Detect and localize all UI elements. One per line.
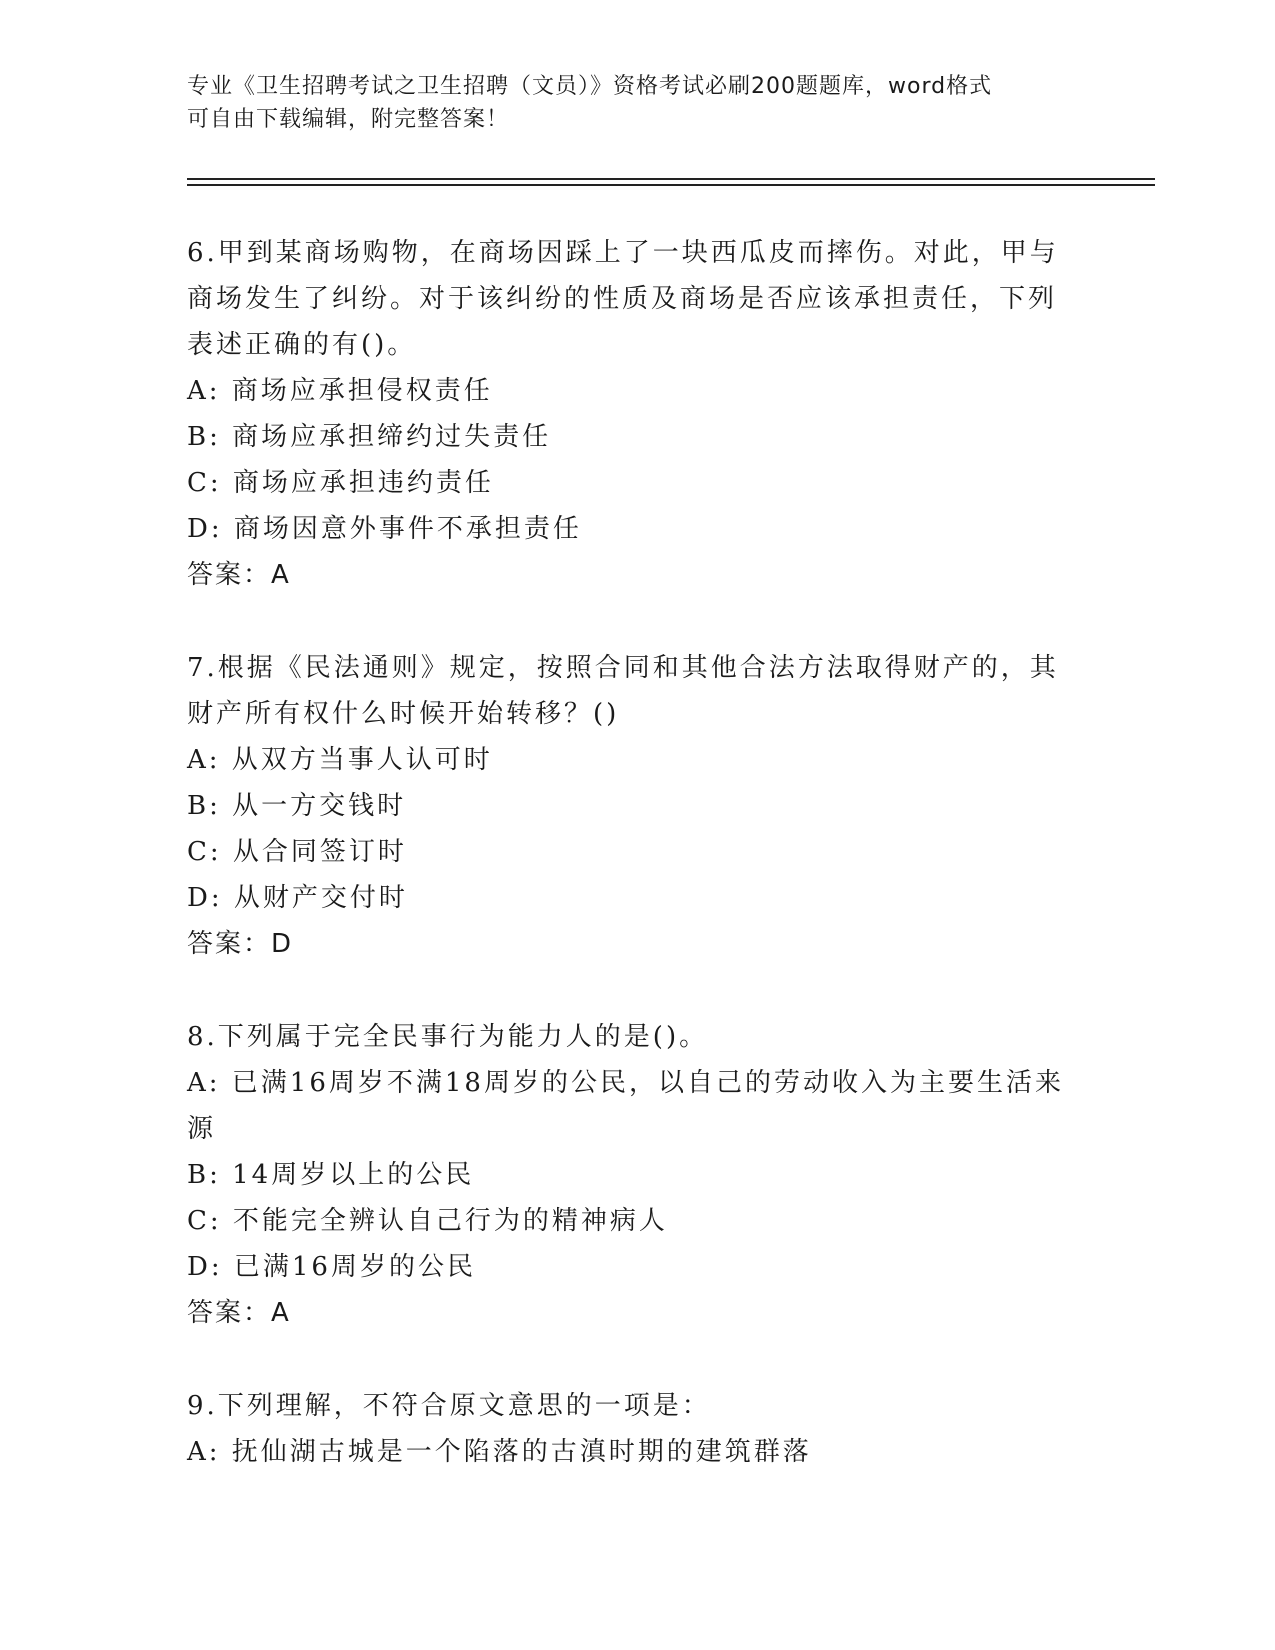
option-a: A: 抚仙湖古城是一个陷落的古滇时期的建筑群落 xyxy=(187,1437,812,1467)
question-7 xyxy=(187,645,1087,967)
question-6 xyxy=(187,230,1087,598)
header-line-1: 专业《卫生招聘考试之卫生招聘（文员）》资格考试必刷200题题库，word格式 xyxy=(187,74,993,99)
question-stem: 财产所有权什么时候开始转移？() xyxy=(187,699,620,729)
option-c: C: 从合同签订时 xyxy=(187,837,407,867)
option-a: A: 商场应承担侵权责任 xyxy=(187,376,493,406)
document-header xyxy=(187,70,1087,136)
question-stem: 8.下列属于完全民事行为能力人的是()。 xyxy=(187,1022,709,1052)
option-d: D: 从财产交付时 xyxy=(187,883,408,913)
header-divider-bottom xyxy=(187,184,1155,186)
option-d: D: 商场因意外事件不承担责任 xyxy=(187,514,582,544)
option-b: B: 从一方交钱时 xyxy=(187,791,407,821)
header-divider-top xyxy=(187,178,1155,180)
question-stem: 表述正确的有()。 xyxy=(187,330,417,360)
header-line-2: 可自由下载编辑，附完整答案！ xyxy=(187,107,510,132)
option-a: A: 已满16周岁不满18周岁的公民，以自己的劳动收入为主要生活来 xyxy=(187,1068,1064,1098)
option-b: B: 商场应承担缔约过失责任 xyxy=(187,422,552,452)
question-stem: 商场发生了纠纷。对于该纠纷的性质及商场是否应该承担责任，下列 xyxy=(187,284,1058,314)
question-9 xyxy=(187,1383,1087,1475)
question-list xyxy=(187,230,1087,1522)
option-c: C: 不能完全辨认自己行为的精神病人 xyxy=(187,1206,668,1236)
answer-line: 答案：A xyxy=(187,1298,291,1328)
question-8 xyxy=(187,1014,1087,1336)
option-b: B: 14周岁以上的公民 xyxy=(187,1160,475,1190)
option-d: D: 已满16周岁的公民 xyxy=(187,1252,476,1282)
question-stem: 7.根据《民法通则》规定，按照合同和其他合法方法取得财产的，其 xyxy=(187,653,1059,683)
answer-line: 答案：A xyxy=(187,560,291,590)
option-c: C: 商场应承担违约责任 xyxy=(187,468,494,498)
option-a-continued: 源 xyxy=(187,1114,217,1144)
option-a: A: 从双方当事人认可时 xyxy=(187,745,493,775)
answer-line: 答案：D xyxy=(187,929,294,959)
question-stem: 9.下列理解，不符合原文意思的一项是： xyxy=(187,1391,711,1421)
question-stem: 6.甲到某商场购物，在商场因踩上了一块西瓜皮而摔伤。对此，甲与 xyxy=(187,238,1059,268)
